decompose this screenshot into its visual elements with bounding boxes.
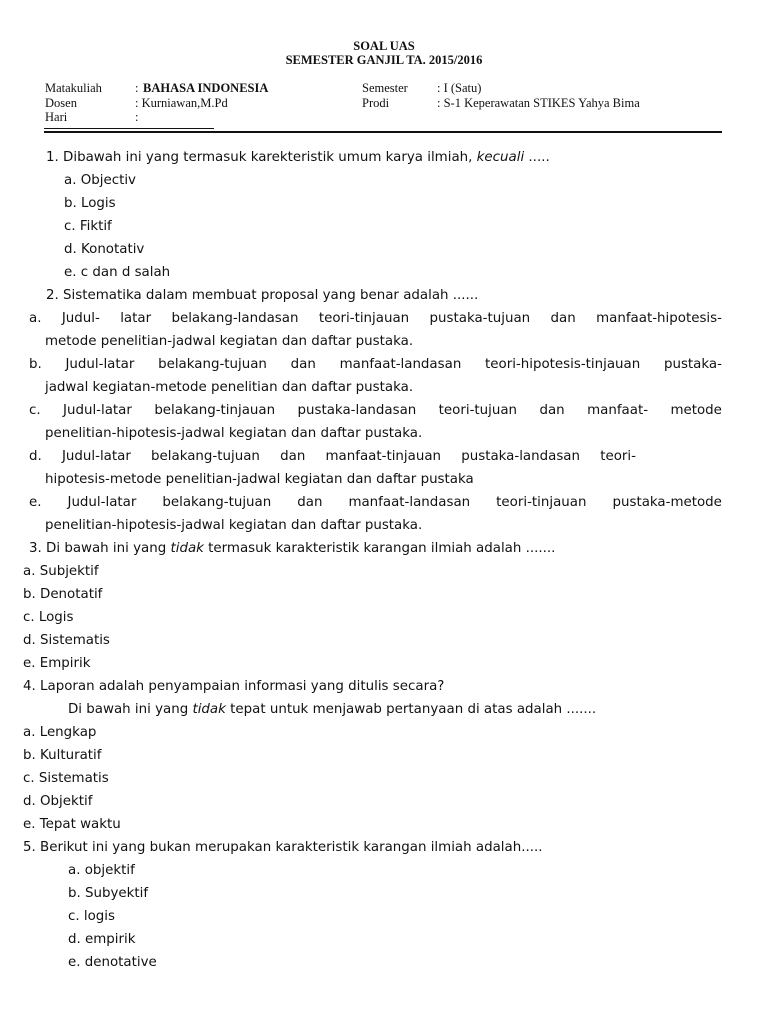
q3-option-a: a. Subjektif: [23, 564, 99, 579]
q5-option-d: d. empirik: [68, 932, 136, 947]
q4-option-a: a. Lengkap: [23, 725, 97, 740]
q3-option-c: c. Logis: [23, 610, 74, 625]
q1-option-e: e. c dan d salah: [64, 265, 171, 280]
q1-stem: 1. Dibawah ini yang termasuk karekteristik umum karya ilmiah, kecuali .....: [46, 150, 550, 165]
q1-option-a: a. Objectiv: [64, 173, 136, 188]
q3-option-b: b. Denotatif: [23, 587, 103, 602]
q3-stem: 3. Di bawah ini yang tidak termasuk karakteristik karangan ilmiah adalah .......: [29, 541, 556, 556]
q4-option-d: d. Objektif: [23, 794, 93, 809]
q4-option-b: b. Kulturatif: [23, 748, 102, 763]
q5-stem: 5. Berikut ini yang bukan merupakan karakteristik karangan ilmiah adalah.....: [23, 840, 543, 855]
header-underline: [44, 128, 214, 129]
semester-label: Semester: [362, 81, 408, 95]
hari-label: Hari: [45, 110, 68, 124]
q2-option-e-line2: penelitian-hipotesis-jadwal kegiatan dan daftar pustaka.: [45, 518, 423, 533]
dosen-label: Dosen: [45, 96, 77, 110]
q2-stem: 2. Sistematika dalam membuat proposal yang benar adalah ......: [46, 288, 479, 303]
q2-option-c-line1: c. Judul-latar belakang-tinjauan pustaka-landasan teori-tujuan dan manfaat- metode: [29, 403, 722, 418]
q2-option-d-line2: hipotesis-metode penelitian-jadwal kegiatan dan daftar pustaka: [45, 472, 474, 487]
q4-option-e: e. Tepat waktu: [23, 817, 121, 832]
q5-option-a: a. objektif: [68, 863, 135, 878]
q2-option-a-line1: a. Judul- latar belakang-landasan teori-tinjauan pustaka-tujuan dan manfaat-hipotesis-: [29, 311, 722, 326]
q5-option-c: c. logis: [68, 909, 115, 924]
q1-option-d: d. Konotativ: [64, 242, 145, 257]
q4-subquestion: Di bawah ini yang tidak tepat untuk menjawab pertanyaan di atas adalah .......: [68, 702, 597, 717]
q1-option-b: b. Logis: [64, 196, 116, 211]
prodi-label: Prodi: [362, 96, 390, 110]
q2-option-b-line2: jadwal kegiatan-metode penelitian dan daftar pustaka.: [45, 380, 414, 395]
q4-stem: 4. Laporan adalah penyampaian informasi yang ditulis secara?: [23, 679, 445, 694]
matakuliah-value: BAHASA INDONESIA: [143, 81, 269, 95]
doc-subtitle: SEMESTER GANJIL TA. 2015/2016: [285, 53, 483, 67]
q5-option-b: b. Subyektif: [68, 886, 149, 901]
doc-title: SOAL UAS: [353, 39, 415, 53]
q3-option-e: e. Empirik: [23, 656, 91, 671]
semester-value: : I (Satu): [437, 81, 482, 95]
matakuliah-label: Matakuliah: [45, 81, 102, 95]
q5-option-e: e. denotative: [68, 955, 157, 970]
prodi-value: : S-1 Keperawatan STIKES Yahya Bima: [437, 96, 640, 110]
header-divider: [44, 131, 722, 133]
hari-colon: :: [135, 110, 139, 124]
q2-option-e-line1: e. Judul-latar belakang-tujuan dan manfaat-landasan teori-tinjauan pustaka-metode: [29, 495, 722, 510]
q2-option-c-line2: penelitian-hipotesis-jadwal kegiatan dan daftar pustaka.: [45, 426, 423, 441]
q3-option-d: d. Sistematis: [23, 633, 110, 648]
q2-option-a-line2: metode penelitian-jadwal kegiatan dan daftar pustaka.: [45, 334, 414, 349]
q2-option-d-line1: d. Judul-latar belakang-tujuan dan manfaat-tinjauan pustaka-landasan teori-: [29, 449, 636, 464]
matakuliah-colon: :: [135, 81, 139, 95]
dosen-value: : Kurniawan,M.Pd: [135, 96, 228, 110]
q4-option-c: c. Sistematis: [23, 771, 109, 786]
q2-option-b-line1: b. Judul-latar belakang-tujuan dan manfaat-landasan teori-hipotesis-tinjauan pustaka-: [29, 357, 722, 372]
q1-option-c: c. Fiktif: [64, 219, 112, 234]
